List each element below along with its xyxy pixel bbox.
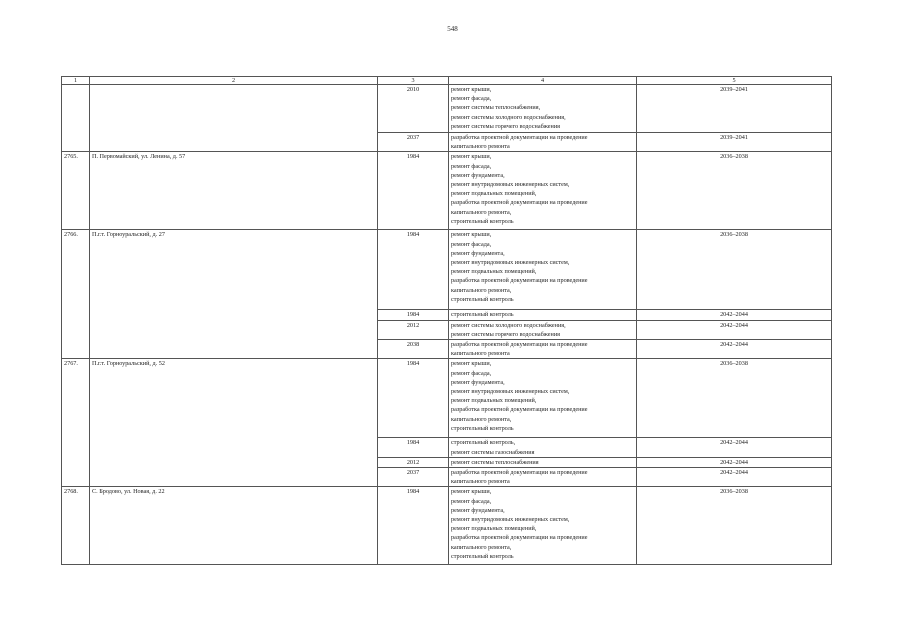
works-cell: строительный контроль: [449, 310, 637, 320]
table-row: [62, 487, 832, 565]
year-cell: 1984: [378, 230, 449, 310]
period-cell: 2042–2044: [637, 468, 832, 487]
address-cell: П.г.т. Горноуральский, д. 52: [90, 359, 378, 487]
works-cell: ремонт системы холодного водоснабжения, ремонт системы горячего водоснабжения: [449, 320, 637, 339]
row-number-cell: 2767.: [62, 359, 90, 487]
repair-schedule-table: [61, 76, 832, 565]
period-cell: 2042–2044: [637, 457, 832, 467]
period-cell: 2039–2041: [637, 133, 832, 152]
year-cell: 2012: [378, 320, 449, 339]
period-cell: 2042–2044: [637, 320, 832, 339]
period-cell: 2039–2041: [637, 85, 832, 133]
header-col-1: 1: [62, 77, 90, 85]
row-number-cell: [62, 85, 90, 152]
works-cell: ремонт крыши, ремонт фасада, ремонт фундамента, ремонт внутридомовых инженерных систем, ремонт подвальных помещений, разработка проектной документации на проведение капитального ремонта, строительный контроль: [449, 230, 637, 310]
year-cell: 1984: [378, 438, 449, 457]
address-cell: П.г.т. Горноуральский, д. 27: [90, 230, 378, 359]
table-row: [62, 85, 832, 133]
year-cell: 2038: [378, 340, 449, 359]
row-number-cell: 2766.: [62, 230, 90, 359]
works-cell: строительный контроль, ремонт системы газоснабжения: [449, 438, 637, 457]
period-cell: 2042–2044: [637, 438, 832, 457]
address-cell: С. Бродово, ул. Новая, д. 22: [90, 487, 378, 565]
works-cell: ремонт крыши, ремонт фасада, ремонт фундамента, ремонт внутридомовых инженерных систем, ремонт подвальных помещений, разработка проектной документации на проведение капитального ремонта, строительный контроль: [449, 152, 637, 230]
table-row: [62, 152, 832, 230]
works-cell: ремонт крыши, ремонт фасада, ремонт фундамента, ремонт внутридомовых инженерных систем, ремонт подвальных помещений, разработка проектной документации на проведение капитального ремонта, строительный контроль: [449, 487, 637, 565]
year-cell: 1984: [378, 487, 449, 565]
year-cell: 1984: [378, 310, 449, 320]
works-cell: разработка проектной документации на проведение капитального ремонта: [449, 468, 637, 487]
year-cell: 2010: [378, 85, 449, 133]
header-col-5: 5: [637, 77, 832, 85]
works-cell: ремонт крыши, ремонт фасада, ремонт системы теплоснабжения, ремонт системы холодного водоснабжения, ремонт системы горячего водоснабжения: [449, 85, 637, 133]
header-col-2: 2: [90, 77, 378, 85]
address-cell: П. Первомайский, ул. Ленина, д. 57: [90, 152, 378, 230]
row-number-cell: 2765.: [62, 152, 90, 230]
address-cell: [90, 85, 378, 152]
period-cell: 2036–2038: [637, 359, 832, 438]
year-cell: 1984: [378, 359, 449, 438]
period-cell: 2042–2044: [637, 310, 832, 320]
works-cell: разработка проектной документации на проведение капитального ремонта: [449, 133, 637, 152]
period-cell: 2036–2038: [637, 230, 832, 310]
table-header-row: [62, 77, 832, 85]
year-cell: 2037: [378, 133, 449, 152]
year-cell: 2012: [378, 457, 449, 467]
table-row: [62, 359, 832, 438]
table-row: [62, 230, 832, 310]
works-cell: ремонт крыши, ремонт фасада, ремонт фундамента, ремонт внутридомовых инженерных систем, ремонт подвальных помещений, разработка проектной документации на проведение капитального ремонта, строительный контроль: [449, 359, 637, 438]
header-col-4: 4: [449, 77, 637, 85]
works-cell: разработка проектной документации на проведение капитального ремонта: [449, 340, 637, 359]
period-cell: 2036–2038: [637, 487, 832, 565]
works-cell: ремонт системы теплоснабжения: [449, 457, 637, 467]
period-cell: 2036–2038: [637, 152, 832, 230]
period-cell: 2042–2044: [637, 340, 832, 359]
page-number: 548: [447, 25, 458, 33]
row-number-cell: 2768.: [62, 487, 90, 565]
year-cell: 2037: [378, 468, 449, 487]
header-col-3: 3: [378, 77, 449, 85]
year-cell: 1984: [378, 152, 449, 230]
